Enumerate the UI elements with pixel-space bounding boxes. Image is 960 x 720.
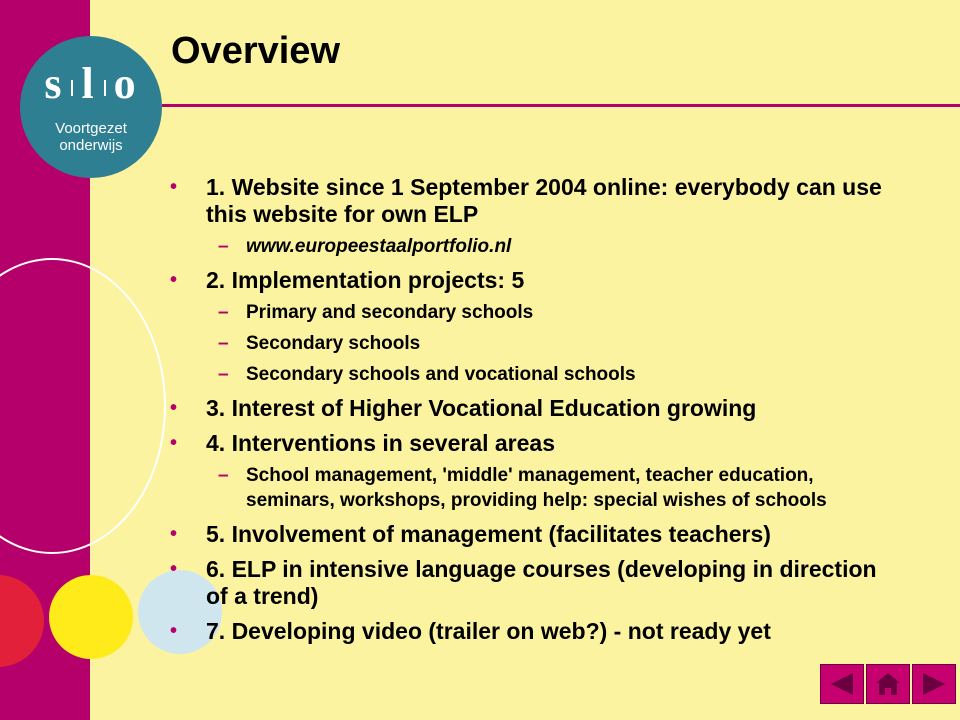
bullet-item xyxy=(168,395,888,422)
forward-button[interactable] xyxy=(912,664,956,704)
logo-subtitle xyxy=(20,120,162,154)
home-button[interactable] xyxy=(866,664,910,704)
bullet-text: 5. Involvement of management (facilitates teachers) xyxy=(206,521,771,547)
title-underline xyxy=(162,104,960,107)
back-arrow-icon xyxy=(821,665,863,703)
logo-separator xyxy=(104,80,106,96)
bullet-item xyxy=(168,430,888,513)
logo-mark xyxy=(20,59,162,108)
slo-logo xyxy=(20,36,162,178)
logo-mark-o: o xyxy=(113,59,138,108)
yellow-decor-circle xyxy=(49,575,133,659)
bullet-item xyxy=(168,556,888,610)
bullet-text: 7. Developing video (trailer on web?) - not ready yet xyxy=(206,618,771,644)
home-icon xyxy=(867,665,909,703)
bullet-text: 1. Website since 1 September 2004 online: everybody can use this website for own ELP xyxy=(206,174,882,227)
sub-item: – Secondary schools xyxy=(206,331,888,356)
bullet-text: 3. Interest of Higher Vocational Education growing xyxy=(206,395,757,421)
sub-list xyxy=(206,463,888,513)
slide-title: Overview xyxy=(171,30,340,72)
bullet-text: 2. Implementation projects: 5 xyxy=(206,267,525,293)
logo-mark-l: l xyxy=(81,59,96,108)
sub-list xyxy=(206,300,888,387)
bullet-item xyxy=(168,521,888,548)
logo-mark-s: s xyxy=(44,59,64,108)
logo-line1: Voortgezet xyxy=(55,120,127,137)
website-link[interactable]: – www.europeestaalportfolio.nl xyxy=(206,234,888,259)
sub-item: – Primary and secondary schools xyxy=(206,300,888,325)
sub-item: – Secondary schools and vocational schools xyxy=(206,362,888,387)
sub-list xyxy=(206,234,888,259)
logo-separator xyxy=(71,80,73,96)
bullet-list xyxy=(168,174,888,653)
bullet-item xyxy=(168,618,888,645)
bullet-text: 4. Interventions in several areas xyxy=(206,430,556,456)
bullet-text: 6. ELP in intensive language courses (developing in direction of a trend) xyxy=(206,556,877,609)
bullet-item xyxy=(168,267,888,387)
logo-line2: onderwijs xyxy=(59,137,123,154)
sub-item: – School management, 'middle' management, teacher education, seminars, workshops, providing help: special wishes of schools xyxy=(206,463,888,513)
forward-arrow-icon xyxy=(913,665,955,703)
back-button[interactable] xyxy=(820,664,864,704)
outline-decor-circle xyxy=(0,258,166,554)
bullet-item xyxy=(168,174,888,259)
